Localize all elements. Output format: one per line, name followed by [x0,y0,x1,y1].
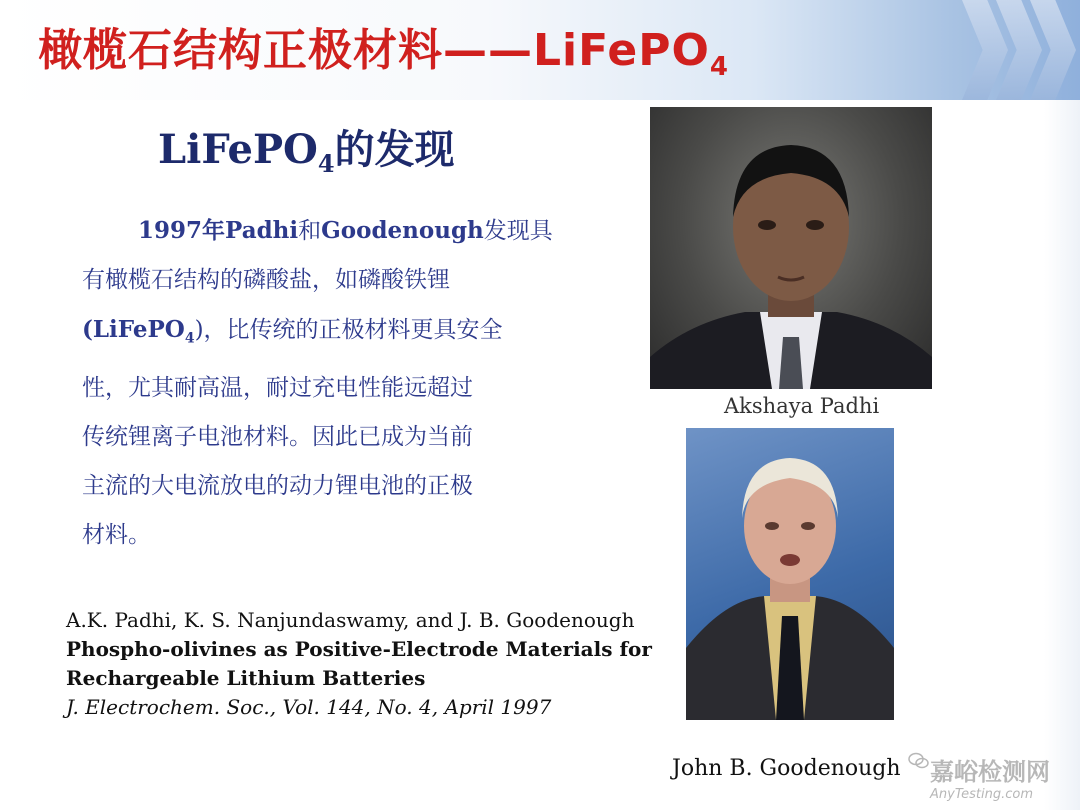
portrait-caption: John B. Goodenough [672,756,901,781]
watermark-main: 嘉峪检测网 [930,758,1050,786]
body-line: 传统锂离子电池材料。因此已成为当前 [82,423,473,450]
watermark-url: AnyTesting.com [930,787,1034,802]
citation-authors: A.K. Padhi, K. S. Nanjundaswamy, and J. B. Goodenough [66,608,635,632]
slide-title: 橄榄石结构正极材料——LiFePO$_4$ [38,25,729,82]
body-line: (LiFePO$_4$)，比传统的正极材料更具安全 [82,316,503,347]
portrait-padhi [650,107,932,389]
portrait-padhi-illustration [650,107,932,389]
body-line: 材料。 [82,521,151,548]
side-band [1044,100,1080,810]
body-line: 主流的大电流放电的动力锂电池的正极 [82,472,473,499]
watermark [930,752,1070,802]
section-heading: LiFePO$_4$的发现 [158,126,455,178]
citation-journal: J. Electrochem. Soc., Vol. 144, No. 4, April 1997 [66,695,552,719]
portrait-caption: Akshaya Padhi [724,394,880,418]
wechat-icon [908,752,930,770]
body-paragraph [82,206,562,560]
portrait-goodenough [686,428,894,720]
citation [66,606,652,722]
citation-title: Rechargeable Lithium Batteries [66,666,426,690]
body-line: 性，尤其耐高温，耐过充电性能远超过 [82,374,473,401]
body-line: 有橄榄石结构的磷酸盐，如磷酸铁锂 [82,267,450,293]
citation-title: Phospho-olivines as Positive-Electrode Materials for [66,637,652,661]
body-line: 1997年Padhi和Goodenough发现具 [138,217,553,244]
portrait-goodenough-illustration [686,428,894,720]
